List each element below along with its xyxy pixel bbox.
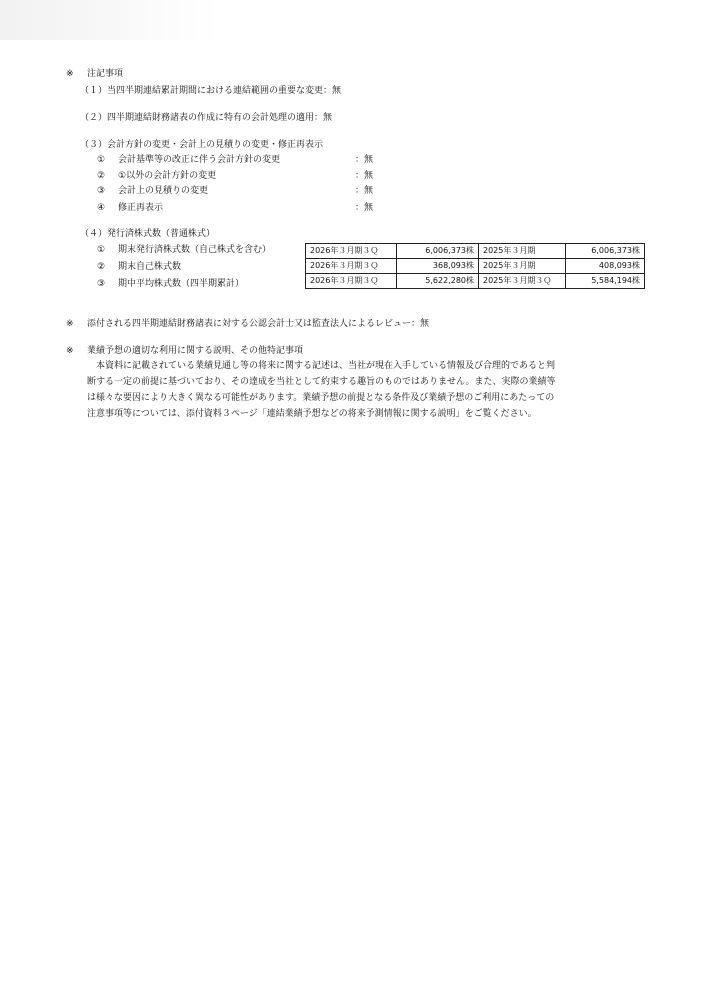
forecast-paragraph [87, 358, 647, 422]
note-item-1: （１）当四半期連結累計期間における連結範囲の重要な変更：無 [80, 86, 342, 96]
shares-row-3-label: 期中平均株式数（四半期累計） [118, 279, 245, 289]
review-mark: ※ [66, 319, 74, 329]
note-item-2: （２）四半期連結財務諸表の作成に特有の会計処理の適用：無 [80, 113, 333, 123]
table-row [306, 244, 645, 259]
notes-title: 注記事項 [87, 69, 124, 79]
table-cell-period: 2025年３月期 [479, 244, 566, 259]
forecast-mark: ※ [66, 346, 74, 356]
note-3-sub-2-value: ：無 [355, 171, 374, 181]
table-cell-value: 6,006,373株 [397, 244, 479, 259]
table-cell-value: 5,584,194株 [566, 274, 645, 289]
note-3-sub-1-num: ① [97, 155, 106, 165]
note-3-sub-1-label: 会計基準等の改正に伴う会計方針の変更 [118, 155, 281, 165]
table-cell-period: 2025年３月期３Ｑ [479, 274, 566, 289]
review-text: 添付される四半期連結財務諸表に対する公認会計士又は監査法人によるレビュー：無 [87, 319, 430, 329]
scan-shadow [0, 0, 220, 40]
forecast-line: 断する一定の前提に基づいており、その達成を当社として約束する趣旨のものではありません。また、実際の業績等 [87, 377, 556, 387]
notes-mark: ※ [66, 69, 74, 79]
forecast-line: 注意事項等については、添付資料３ページ「連結業績予想などの将来予測情報に関する説明」をご覧ください。 [87, 409, 537, 419]
table-row [306, 274, 645, 289]
note-3-sub-2-num: ② [97, 171, 106, 181]
table-cell-value: 408,093株 [566, 259, 645, 274]
shares-row-2-label: 期末自己株式数 [118, 262, 182, 272]
note-3-sub-4-label: 修正再表示 [118, 203, 164, 213]
note-3-sub-3-label: 会計上の見積りの変更 [118, 186, 209, 196]
forecast-line: は様々な要因により大きく異なる可能性があります。業績予想の前提となる条件及び業績予想のご利用にあたっての [87, 393, 555, 403]
table-row [306, 259, 645, 274]
note-item-3-title: （３）会計方針の変更・会計上の見積りの変更・修正再表示 [80, 140, 324, 150]
note-3-sub-4-num: ④ [97, 203, 106, 213]
shares-table [305, 243, 645, 289]
table-cell-value: 6,006,373株 [566, 244, 645, 259]
table-cell-period: 2026年３月期３Ｑ [306, 274, 397, 289]
note-3-sub-3-value: ：無 [355, 186, 374, 196]
table-cell-value: 5,622,280株 [397, 274, 479, 289]
shares-row-3-num: ③ [97, 279, 106, 289]
forecast-title: 業績予想の適切な利用に関する説明、その他特記事項 [87, 346, 304, 356]
table-cell-value: 368,093株 [397, 259, 479, 274]
shares-row-1-num: ① [97, 245, 106, 255]
note-3-sub-2-label: ①以外の会計方針の変更 [118, 171, 217, 181]
shares-row-1-label: 期末発行済株式数（自己株式を含む） [118, 245, 272, 255]
note-3-sub-4-value: ：無 [355, 203, 374, 213]
table-cell-period: 2025年３月期 [479, 259, 566, 274]
note-3-sub-1-value: ：無 [355, 155, 374, 165]
forecast-line: 本資料に記載されている業績見通し等の将来に関する記述は、当社が現在入手している情報及び合理的であると判 [87, 361, 556, 371]
shares-row-2-num: ② [97, 262, 106, 272]
note-item-4-title: （４）発行済株式数（普通株式） [80, 229, 216, 239]
note-3-sub-3-num: ③ [97, 186, 106, 196]
table-cell-period: 2026年３月期３Ｑ [306, 244, 397, 259]
table-cell-period: 2026年３月期３Ｑ [306, 259, 397, 274]
